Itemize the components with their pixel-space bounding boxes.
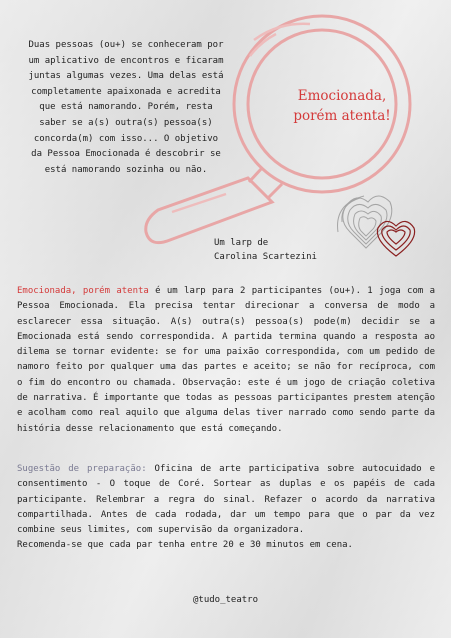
preparation-label: Sugestão de preparação: [17,464,147,474]
description-paragraph [17,284,435,437]
author-credit [214,236,354,264]
preparation-body: Oficina de arte participativa sobre autocuidado e consentimento - O toque de Coré. Sortear as duplas e os papéis de cada participante. Relembrar a regra do sinal. Refazer o acordo da narrativa compartilhada. Antes de cada rodada, dar um tempo para que o par da vez combine seus limites, com supervisão da organizadora. [17,464,435,536]
preparation-paragraph [17,462,435,554]
title-line-2: porém atenta! [293,108,391,124]
game-title [262,86,422,126]
title-highlight: Emocionada, porém atenta [17,286,149,296]
intro-text: Duas pessoas (ou+) se conheceram por um aplicativo de encontros e ficaram juntas algumas vezes. Uma delas está completamente apaixonada e acredita que está namorando. Porém, resta saber se a(s) outra(s) pessoa(s) concorda(m) com isso... O objetivo da Pessoa Emocionada é descobrir se está namorando sozinha ou não. [28,40,224,175]
description-body: é um larp para 2 participantes (ou+). 1 joga com a Pessoa Emocionada. Ela precisa tentar direcionar a conversa de modo a esclarecer essa situação. A(s) outra(s) pessoa(s) pode(m) decidir se a Emocionada está sendo correspondida. A partida termina quando a resposta ao dilema se tornar evidente: se for uma paixão correspondida, com um pedido de namoro feito por qualquer uma das partes e aceito; se não for recíproca, com o fim do encontro ou chamada. Observação: este é um jogo de criação coletiva de narrativa. É importante que todas as pessoas participantes prestem atenção e acolham como real aquilo que alguma delas tiver narrado como sendo parte da história desse relacionamento que está começando. [17,286,436,434]
credit-line-2: Carolina Scartezini [214,252,317,262]
social-handle: @tudo_teatro [192,595,259,605]
title-line-1: Emocionada, [297,88,387,104]
preparation-last-line: Recomenda-se que cada par tenha entre 20 e 30 minutos em cena. [17,540,353,551]
credit-line-1: Um larp de [214,238,269,248]
